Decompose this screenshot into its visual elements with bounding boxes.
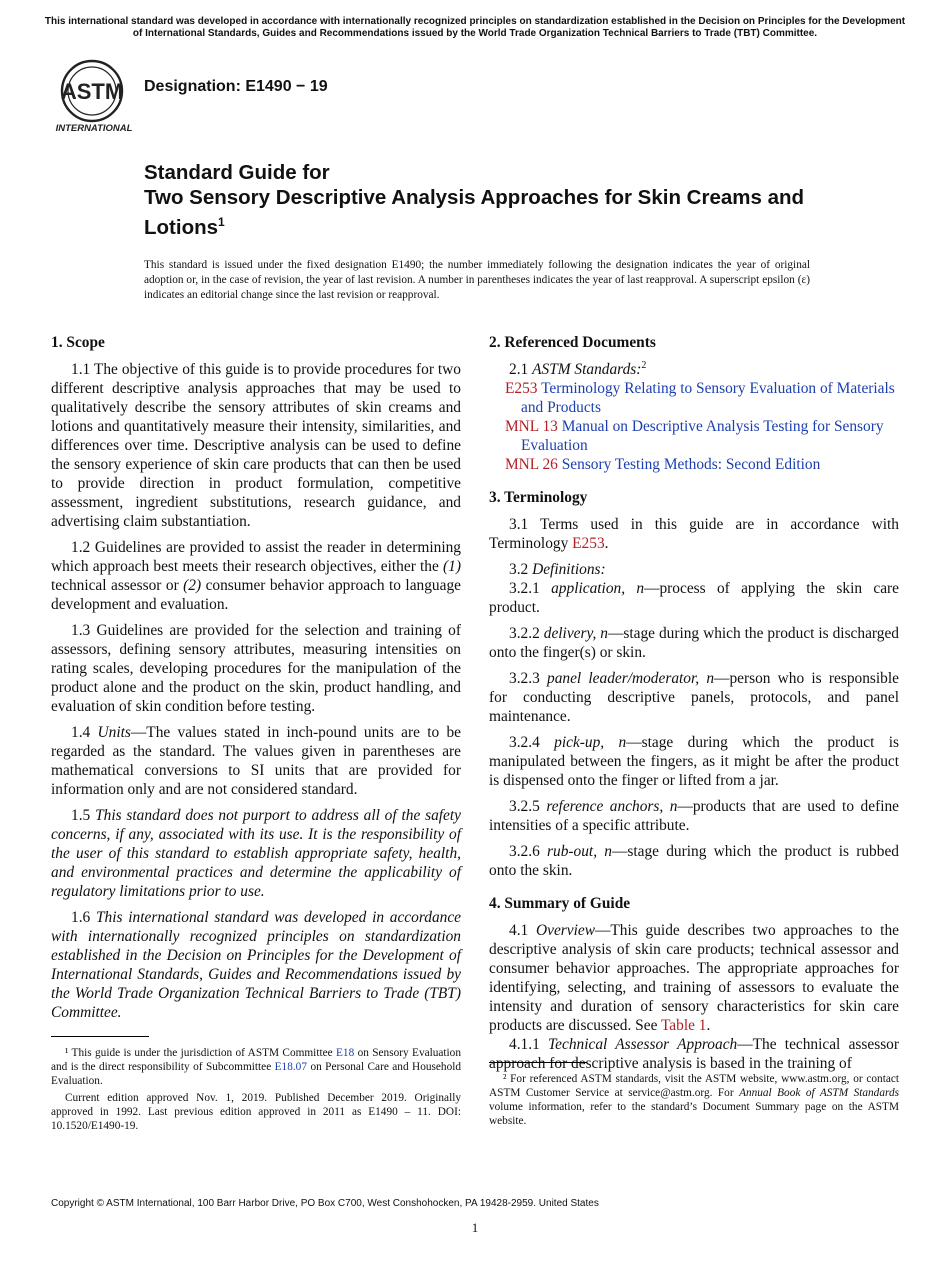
definition: 3.2.3 panel leader/moderator, n—person who is responsible for conducting descriptive panels, protocols, and panel maintenance. (489, 670, 899, 726)
title-footnote-mark: 1 (218, 215, 225, 229)
scope-heading: 1. Scope (51, 334, 105, 351)
footnote-2 (489, 1062, 899, 1131)
left-column (51, 333, 461, 1029)
footnote-1 (51, 1036, 461, 1136)
wto-notice: This international standard was developed in accordance with internationally recognized principles on standardization established in the Decision on Principles for the Development of International Standards, Guides and Recommendations issued by the World Trade Organization Technical Barriers to Trade (TBT) Committee. (44, 16, 906, 39)
designation: Designation: E1490 − 19 (144, 78, 328, 95)
logo-subtext: INTERNATIONAL (55, 123, 133, 134)
table-1-link[interactable]: Table 1 (660, 1017, 707, 1035)
summary-heading: 4. Summary of Guide (489, 895, 631, 913)
page-number: 1 (471, 1220, 479, 1235)
para-1-1: 1.1 The objective of this guide is to provide procedures for two different descriptive analysis approaches that may be used to qualitatively describe the sensory attributes of skin creams and lotions and quantitatively measure their intensity, similarities, and differences over time. Descriptive analysis can be used to define the sensory experience of skin care products that can then be used to provide direction in product formulation, competitive assessment, ingredient substitutions, research guidance, and advertising claim substantiation. (51, 361, 461, 530)
ref-item[interactable]: E253 Terminology Relating to Sensory Evaluation of Materials and Products (505, 380, 895, 417)
definition: 3.2.2 delivery, n—stage during which the product is discharged onto the finger(s) or skin. (489, 625, 899, 662)
footnote-rule (489, 1062, 587, 1063)
para-1-3: 1.3 Guidelines are provided for the selection and training of assessors, defining sensory attributes, measuring intensities on rating scales, developing procedures for the manipulation of the product alone and the product on the skin, product handling, and evaluation of skin condition before testing. (51, 622, 461, 715)
para-4-1-1: 4.1.1 Technical Assessor Approach—The technical assessor approach for descriptive analysis is based in the training of (489, 1036, 900, 1073)
refs-heading: 2. Referenced Documents (489, 334, 656, 351)
definition: 3.2.5 reference anchors, n—products that are used to define intensities of a specific attribute. (489, 798, 899, 835)
footnote-1-edition: Current edition approved Nov. 1, 2019. Published December 2019. Originally approved in 1992. Last previous edition approved in 2011 as E1490 – 11. DOI: 10.1520/E1490-19. (51, 1092, 461, 1132)
terminology-heading: 3. Terminology (489, 489, 588, 507)
issued-note: This standard is issued under the fixed designation E1490; the number immediately following the designation indicates the year of original adoption or, in the case of revision, the year of last revision. A number in parentheses indicates the year of last reapproval. A superscript epsilon (ε) indicates an editorial change since the last revision or reapproval. (144, 259, 810, 301)
copyright: Copyright © ASTM International, 100 Barr Harbor Drive, PO Box C700, West Conshohocken, PA 19428-2959. United States (51, 1198, 599, 1209)
astm-logo (52, 55, 136, 135)
para-3-2: 3.2 Definitions: (509, 561, 606, 579)
committee-link[interactable]: E18 (336, 1047, 355, 1059)
para-1-5: 1.5 This standard does not purport to address all of the safety concerns, if any, associated with its use. It is the responsibility of the user of this standard to establish appropriate safety, health, and environmental practices and determine the applicability of regulatory limitations prior to use. (51, 807, 461, 900)
page-title (144, 160, 844, 240)
definition: 3.2.6 rub-out, n—stage during which the product is rubbed onto the skin. (489, 843, 899, 880)
footnote-1-text: ¹ This guide is under the jurisdiction of ASTM Committee E18 on Sensory Evaluation and is the direct responsibility of Subcommittee E18.07 on Personal Care and Household Evaluation. (51, 1047, 462, 1087)
footnote-2-text: ² For referenced ASTM standards, visit the ASTM website, www.astm.org, or contact ASTM Customer Service at service@astm.org. For Annual Book of ASTM Standards volume information, refer to the standard’s Document Summary page on the ASTM website. (489, 1073, 899, 1127)
e253-link[interactable]: E253 (572, 535, 605, 553)
para-1-2: 1.2 Guidelines are provided to assist the reader in determining which approach best meets their research objectives, either the (1) technical assessor or (2) consumer behavior approach to language development and evaluation. (51, 539, 461, 613)
para-1-4: 1.4 Units—The values stated in inch-pound units are to be regarded as the standard. The values given in parentheses are mathematical conversions to SI units that are provided for information only and are not considered standard. (51, 724, 461, 798)
para-1-6: 1.6 This international standard was developed in accordance with internationally recognized principles on standardization established in the Decision on Principles for the Development of International Standards, Guides and Recommendations issued by the World Trade Organization Technical Barriers to Trade (TBT) Committee. (51, 909, 461, 1021)
logo-text: ASTM (60, 79, 124, 104)
para-4-1: 4.1 Overview—This guide describes two approaches to the descriptive analysis of skin care products; technical assessor and consumer behavior approaches. The appropriate approaches for identifying, selecting, and training of assessors to evaluate the intensity and duration of sensory characteristics for skin care products are discussed. See Table 1. (489, 922, 899, 1035)
refs-subheading: 2.1 ASTM Standards:$^2$ (509, 360, 647, 379)
para-3-1: 3.1 Terms used in this guide are in accordance with Terminology E253. (489, 516, 899, 553)
ref-item[interactable]: MNL 13 Manual on Descriptive Analysis Testing for Sensory Evaluation (505, 418, 884, 455)
subcommittee-link[interactable]: E18.07 (274, 1061, 307, 1073)
definition: 3.2.1 application, n—process of applying the skin care product. (489, 580, 900, 617)
ref-item[interactable]: MNL 26 Sensory Testing Methods: Second Edition (505, 456, 821, 474)
title-line-1: Standard Guide for (144, 161, 330, 184)
title-line-2: Two Sensory Descriptive Analysis Approaches for Skin Creams and Lotions$^1$ (144, 186, 805, 239)
right-column (489, 333, 899, 1080)
footnote-rule (51, 1036, 149, 1037)
definition: 3.2.4 pick-up, n—stage during which the product is manipulated between the fingers, as it might be after the product is dispensed onto the finger or lifted from a jar. (489, 734, 899, 790)
